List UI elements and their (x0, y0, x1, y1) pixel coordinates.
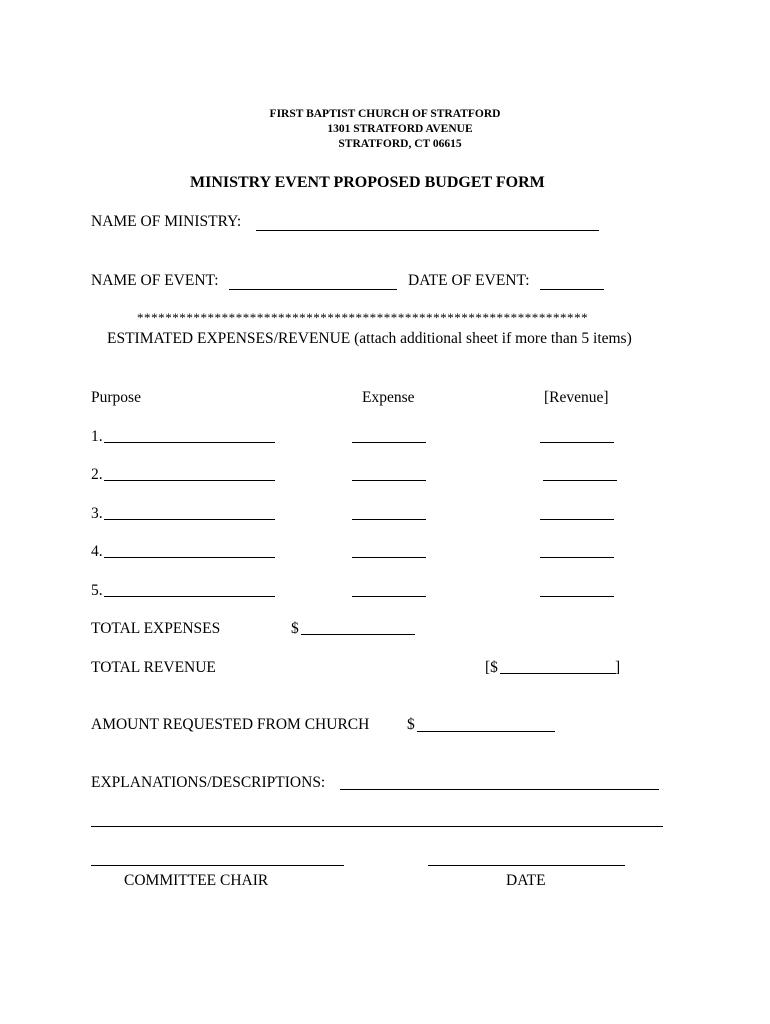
date-of-event-underline (540, 289, 604, 290)
total-expenses-underline (301, 634, 415, 635)
total-revenue-close-bracket: ] (615, 659, 621, 676)
event-label: NAME OF EVENT: (91, 272, 219, 289)
revenue-underline (540, 557, 614, 558)
expense-input[interactable] (353, 540, 425, 558)
form-title: MINISTRY EVENT PROPOSED BUDGET FORM (190, 174, 545, 191)
total-revenue-underline (500, 673, 616, 674)
total-expenses-currency: $ (291, 620, 299, 637)
row-number: 3. (91, 505, 103, 522)
row-number: 4. (91, 543, 103, 560)
revenue-input[interactable] (541, 425, 613, 443)
church-street-address: 1301 STRATFORD AVENUE (327, 123, 473, 135)
purpose-underline (104, 557, 275, 558)
revenue-underline (540, 596, 614, 597)
row-number: 1. (91, 428, 103, 445)
purpose-input[interactable] (105, 502, 273, 520)
revenue-input[interactable] (541, 579, 613, 597)
date-of-event-input[interactable] (541, 271, 603, 289)
purpose-input[interactable] (105, 463, 273, 481)
revenue-input[interactable] (541, 502, 613, 520)
asterisk-separator: **************************************************************** (137, 310, 589, 325)
ministry-label: NAME OF MINISTRY: (91, 213, 242, 230)
explanations-line-2[interactable] (91, 826, 663, 827)
total-expenses-label: TOTAL EXPENSES (91, 620, 221, 637)
purpose-underline (104, 519, 275, 520)
expense-input[interactable] (353, 463, 425, 481)
amount-requested-underline (417, 731, 555, 732)
column-header-revenue: [Revenue] (544, 389, 609, 406)
explanations-underline (340, 789, 659, 790)
expense-input[interactable] (353, 579, 425, 597)
expense-underline (352, 519, 426, 520)
amount-requested-label: AMOUNT REQUESTED FROM CHURCH (91, 716, 370, 733)
revenue-underline (540, 519, 614, 520)
purpose-underline (104, 596, 275, 597)
total-revenue-input[interactable] (501, 656, 615, 674)
purpose-input[interactable] (105, 540, 273, 558)
ministry-underline (256, 230, 599, 231)
event-underline (229, 289, 397, 290)
expense-underline (352, 596, 426, 597)
amount-requested-currency: $ (407, 716, 415, 733)
expense-input[interactable] (353, 502, 425, 520)
signature-date-line[interactable] (428, 865, 625, 866)
signature-date-label: DATE (506, 872, 546, 889)
purpose-underline (104, 480, 275, 481)
church-name: FIRST BAPTIST CHURCH OF STRATFORD (269, 108, 501, 120)
revenue-input[interactable] (541, 540, 613, 558)
committee-chair-label: COMMITTEE CHAIR (124, 872, 269, 889)
purpose-input[interactable] (105, 425, 273, 443)
row-number: 5. (91, 582, 103, 599)
revenue-underline (540, 442, 614, 443)
committee-chair-signature-line[interactable] (91, 865, 344, 866)
column-header-purpose: Purpose (91, 389, 141, 406)
revenue-input[interactable] (544, 463, 616, 481)
date-of-event-label: DATE OF EVENT: (408, 272, 530, 289)
expense-underline (352, 442, 426, 443)
amount-requested-input[interactable] (418, 713, 554, 731)
revenue-underline (543, 480, 617, 481)
total-revenue-open-bracket: [$ (485, 659, 498, 676)
section-heading: ESTIMATED EXPENSES/REVENUE (attach additional sheet if more than 5 items) (107, 330, 632, 347)
purpose-underline (104, 442, 275, 443)
total-revenue-label: TOTAL REVENUE (91, 659, 216, 676)
expense-underline (352, 480, 426, 481)
column-header-expense: Expense (362, 389, 415, 406)
purpose-input[interactable] (105, 579, 273, 597)
row-number: 2. (91, 466, 103, 483)
expense-input[interactable] (353, 425, 425, 443)
ministry-input[interactable] (258, 212, 598, 230)
explanations-input[interactable] (341, 771, 657, 789)
explanations-label: EXPLANATIONS/DESCRIPTIONS: (91, 774, 326, 791)
expense-underline (352, 557, 426, 558)
church-city-address: STRATFORD, CT 06615 (338, 138, 462, 150)
total-expenses-input[interactable] (302, 617, 414, 635)
event-input[interactable] (230, 271, 396, 289)
